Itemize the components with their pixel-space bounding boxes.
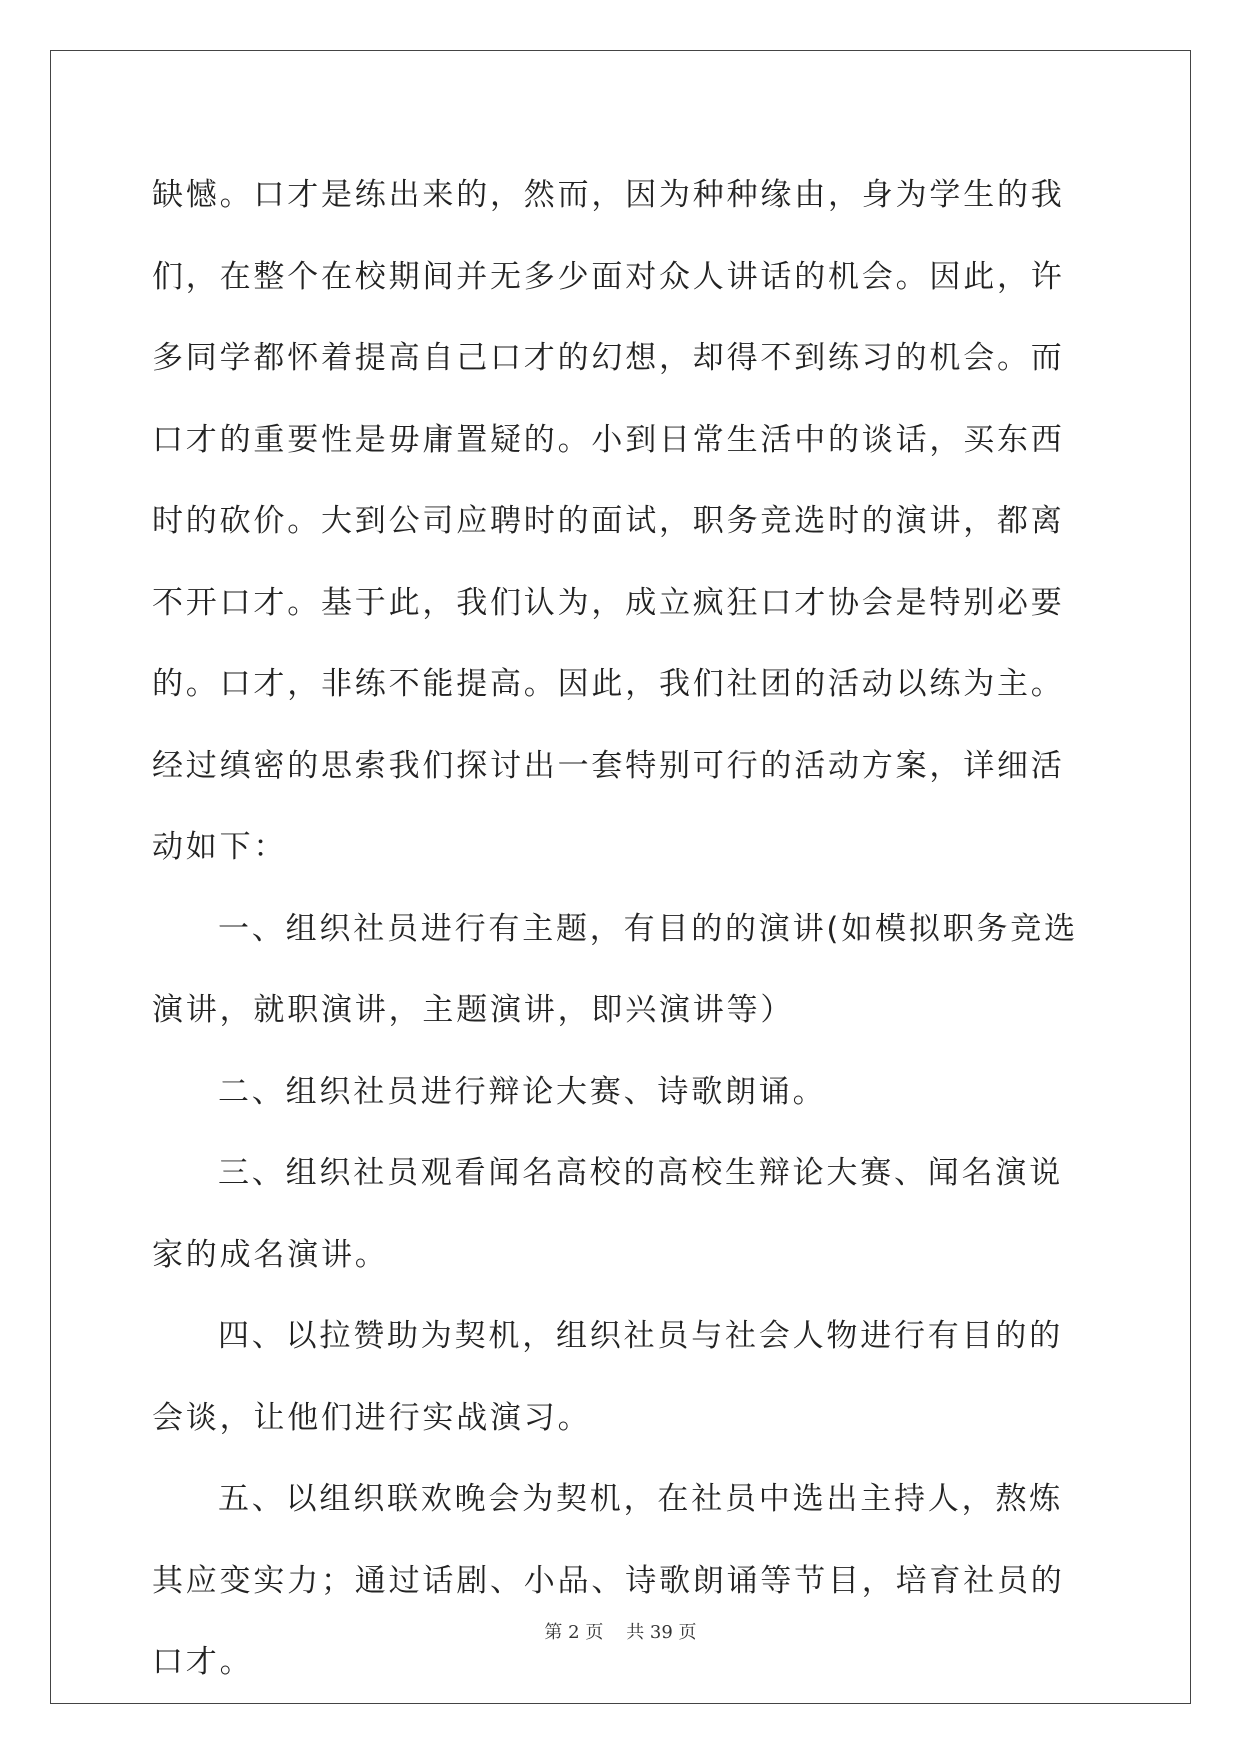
paragraph-item-3: 三、组织社员观看闻名高校的高校生辩论大赛、闻名演说家的成名演讲。 <box>152 1155 1063 1273</box>
paragraph-item-2: 二、组织社员进行辩论大赛、诗歌朗诵。 <box>218 1073 827 1110</box>
paragraph-intro: 缺憾。口才是练出来的，然而，因为种种缘由，身为学生的我们，在整个在校期间并无多少面对众人讲话的机会。因此，许多同学都怀着提高自己口才的幻想，却得不到练习的机会。而口才的重要性是毋庸置疑的。小到日常生活中的谈话，买东西时的砍价。大到公司应聘时的面试，职务竞选时的演讲，都离不开口才。基于此，我们认为，成立疯狂口才协会是特别必要的。口才，非练不能提高。因此，我们社团的活动以练为主。经过缜密的思索我们探讨出一套特别可行的活动方案，详细活动如下： <box>152 177 1065 865</box>
paragraph-item-4: 四、以拉赞助为契机，组织社员与社会人物进行有目的的会谈，让他们进行实战演习。 <box>152 1318 1063 1436</box>
paragraph-item-5: 五、以组织联欢晚会为契机，在社员中选出主持人，熬炼其应变实力；通过话剧、小品、诗歌朗诵等节目，培育社员的口才。 <box>152 1481 1065 1680</box>
page-number-label: 第 2 页 共 39 页 <box>544 1622 697 1643</box>
page-footer <box>0 1618 1241 1644</box>
document-body <box>152 155 1092 1704</box>
paragraph-item-1: 一、组织社员进行有主题，有目的的演讲(如模拟职务竞选演讲，就职演讲，主题演讲，即兴演讲等） <box>152 910 1078 1028</box>
